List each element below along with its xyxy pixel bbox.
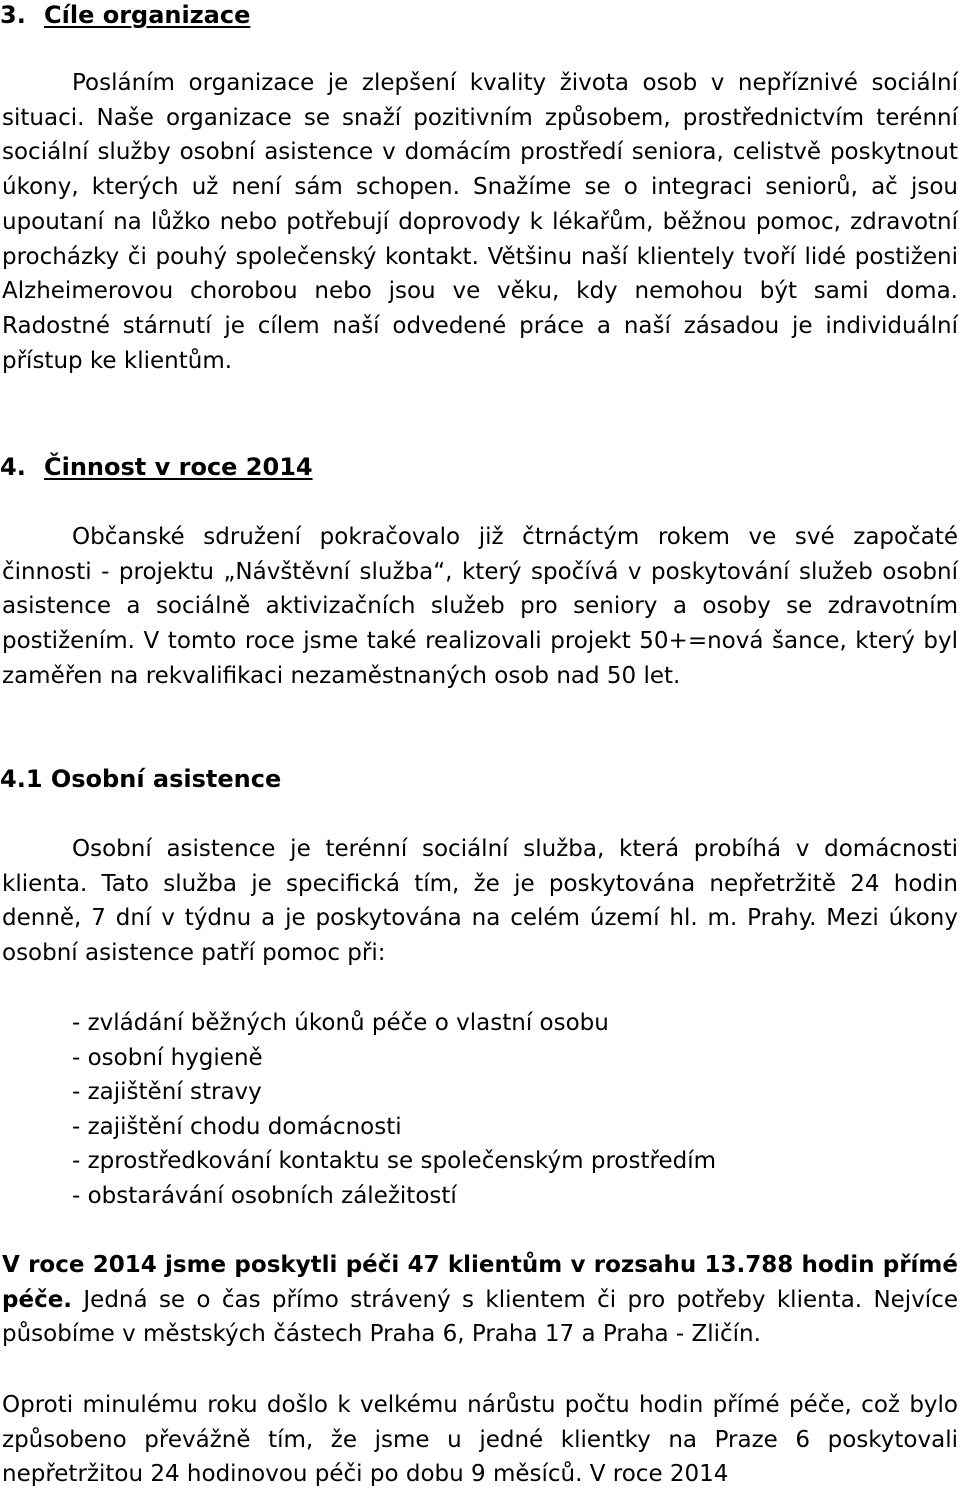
section-number: 3. [0, 1, 26, 29]
list-item: - zajištění chodu domácnosti [72, 1113, 402, 1140]
subsection-heading-personal-assistance [0, 764, 281, 794]
subsection-title: 4.1 Osobní asistence [0, 765, 282, 793]
goals-paragraph [2, 66, 958, 378]
personal-assistance-paragraph [2, 832, 958, 971]
goals-paragraph-text: Posláním organizace je zlepšení kvality života osob v nepříznivé sociální situaci. Naše organizace se snaží pozitivním způsobem, prostřednictvím terénní sociální služby osobní asistence v domácím prostředí seniora, celistvě poskytnout úkony, kterých už není sám schopen. Snažíme se o integraci seniorů, ač jsou upoutaní na lůžko nebo potřebují doprovody k lékařům, běžnou pomoc, zdravotní procházky či pouhý společenský kontakt. Většinu naší klientely tvoří lidé postiženi Alzheimerovou chorobou nebo jsou ve věku, kdy nemohou být sami doma. Radostné stárnutí je cílem naší odvedené práce a naší zásadou je individuální přístup ke klientům. [2, 70, 958, 374]
section-title: Cíle organizace [44, 1, 251, 29]
services-list [72, 1006, 716, 1214]
summary-bold-text: V roce 2014 jsme poskytli péči 47 klientům v rozsahu 13.788 hodin přímé péče. [2, 1252, 958, 1313]
section-number: 4. [0, 453, 26, 481]
list-item: - obstarávání osobních záležitostí [72, 1182, 457, 1209]
list-item: - zajištění stravy [72, 1079, 262, 1106]
section-title: Činnost v roce 2014 [44, 453, 313, 481]
summary-rest-text: Jedná se o čas přímo strávený s klientem či pro potřeby klienta. Nejvíce působíme v městských částech Praha 6, Praha 17 a Praha - Zličín. [2, 1286, 958, 1348]
list-item: - zvládání běžných úkonů péče o vlastní osobu [72, 1010, 609, 1036]
section-heading-activity [0, 452, 313, 482]
growth-paragraph [2, 1388, 958, 1492]
list-item: - osobní hygieně [72, 1044, 263, 1071]
section-heading-goals [0, 0, 250, 30]
growth-paragraph-text: Oproti minulému roku došlo k velkému nárůstu počtu hodin přímé péče, což bylo způsobeno převážně tím, že jsme u jedné klientky na Praze 6 poskytovali nepřetržitou 24 hodinovou péči po dobu 9 měsíců. V roce 2014 [2, 1392, 958, 1488]
activity-paragraph [2, 520, 958, 694]
list-item: - zprostředkování kontaktu se společenským prostředím [72, 1148, 716, 1175]
summary-paragraph [2, 1248, 958, 1352]
activity-paragraph-text: Občanské sdružení pokračovalo již čtrnáctým rokem ve své započaté činnosti - projektu „Návštěvní služba“, který spočívá v poskytování služeb osobní asistence a sociálně aktivizačních služeb pro seniory a osoby se zdravotním postižením. V tomto roce jsme také realizovali projekt 50+=nová šance, který byl zaměřen na rekvalifikaci nezaměstnaných osob nad 50 let. [2, 524, 958, 689]
personal-assistance-paragraph-text: Osobní asistence je terénní sociální služba, která probíhá v domácnosti klienta. Tato služba je specifická tím, že je poskytována nepřetržitě 24 hodin denně, 7 dní v týdnu a je poskytována na celém území hl. m. Prahy. Mezi úkony osobní asistence patří pomoc při: [2, 836, 958, 967]
